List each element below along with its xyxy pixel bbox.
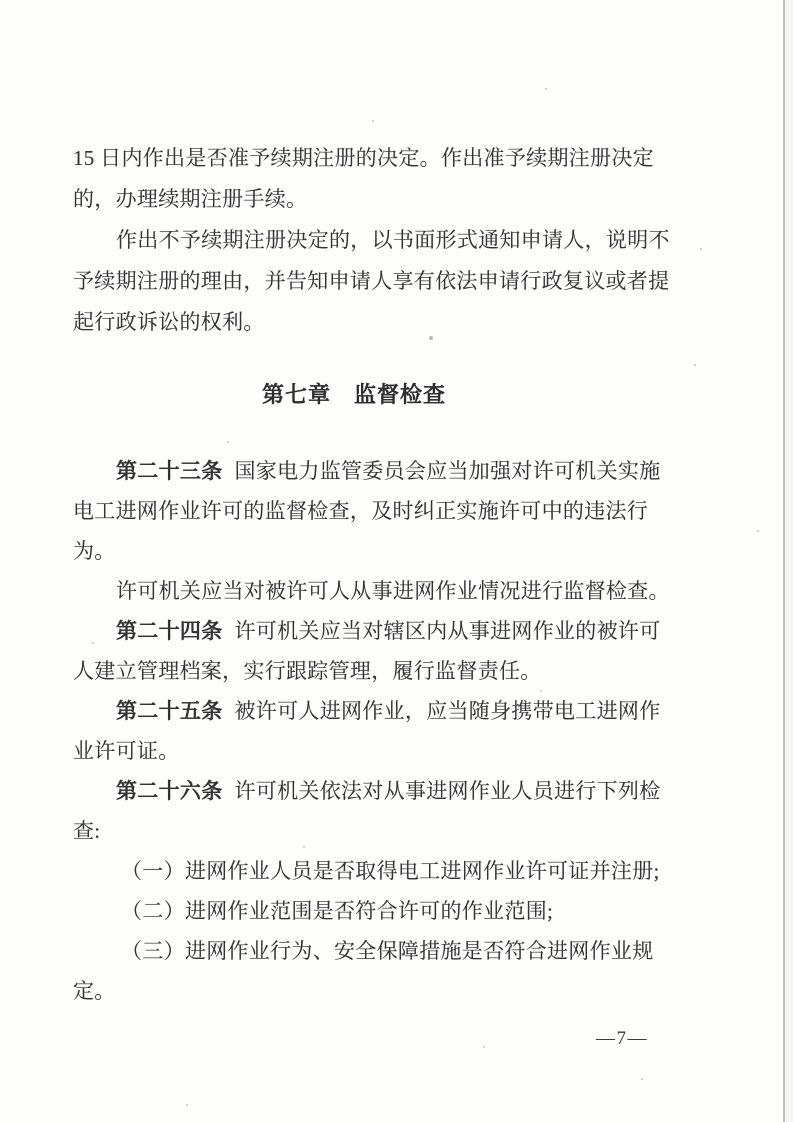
list-item: （二）进网作业范围是否符合许可的作业范围;	[121, 899, 554, 923]
text-line: 的，办理续期注册手续。	[73, 187, 308, 211]
article-number: 第二十四条	[116, 619, 223, 643]
text-line: 15 日内作出是否准予续期注册的决定。作出准予续期注册决定	[73, 146, 654, 170]
page-number: —7—	[596, 1028, 648, 1049]
text-line: 查:	[73, 819, 101, 843]
text-line: 作出不予续期注册决定的，以书面形式通知申请人，说明不	[116, 228, 670, 252]
text-line: 许可机关应当对被许可人从事进网作业情况进行监督检查。	[116, 579, 670, 603]
chapter-body	[73, 451, 670, 1011]
document-body	[73, 138, 670, 1011]
article-line	[73, 611, 661, 651]
paragraph-block	[73, 138, 670, 343]
article-number: 第二十三条	[116, 459, 223, 483]
text-line: 予续期注册的理由，并告知申请人享有依法申请行政复议或者提	[73, 269, 670, 293]
text-line: 电工进网作业许可的监督检查，及时纠正实施许可中的违法行	[73, 499, 649, 523]
list-item: （三）进网作业行为、安全保障措施是否符合进网作业规	[121, 939, 654, 963]
text-line: 起行政诉讼的权利。	[73, 310, 265, 334]
scan-noise	[0, 0, 2, 2]
article-text: 许可机关依法对从事进网作业人员进行下列检	[234, 779, 661, 803]
article-number: 第二十五条	[116, 699, 223, 723]
list-item: （一）进网作业人员是否取得电工进网作业许可证并注册;	[121, 859, 660, 883]
article-text: 被许可人进网作业，应当随身携带电工进网作	[234, 699, 661, 723]
article-line	[73, 691, 661, 731]
article-text: 国家电力监管委员会应当加强对许可机关实施	[234, 459, 661, 483]
article-line	[73, 451, 661, 491]
scan-margin-strip	[785, 0, 793, 1122]
article-text: 许可机关应当对辖区内从事进网作业的被许可	[234, 619, 661, 643]
text-line: 人建立管理档案，实行跟踪管理，履行监督责任。	[73, 659, 542, 683]
chapter-heading: 第七章 监督检查	[261, 382, 446, 407]
article-number: 第二十六条	[116, 779, 223, 803]
scan-edge-line	[783, 0, 785, 1122]
text-line: 业许可证。	[73, 739, 180, 763]
text-line: 为。	[73, 539, 116, 563]
text-line: 定。	[73, 979, 116, 1003]
article-line	[73, 771, 661, 811]
